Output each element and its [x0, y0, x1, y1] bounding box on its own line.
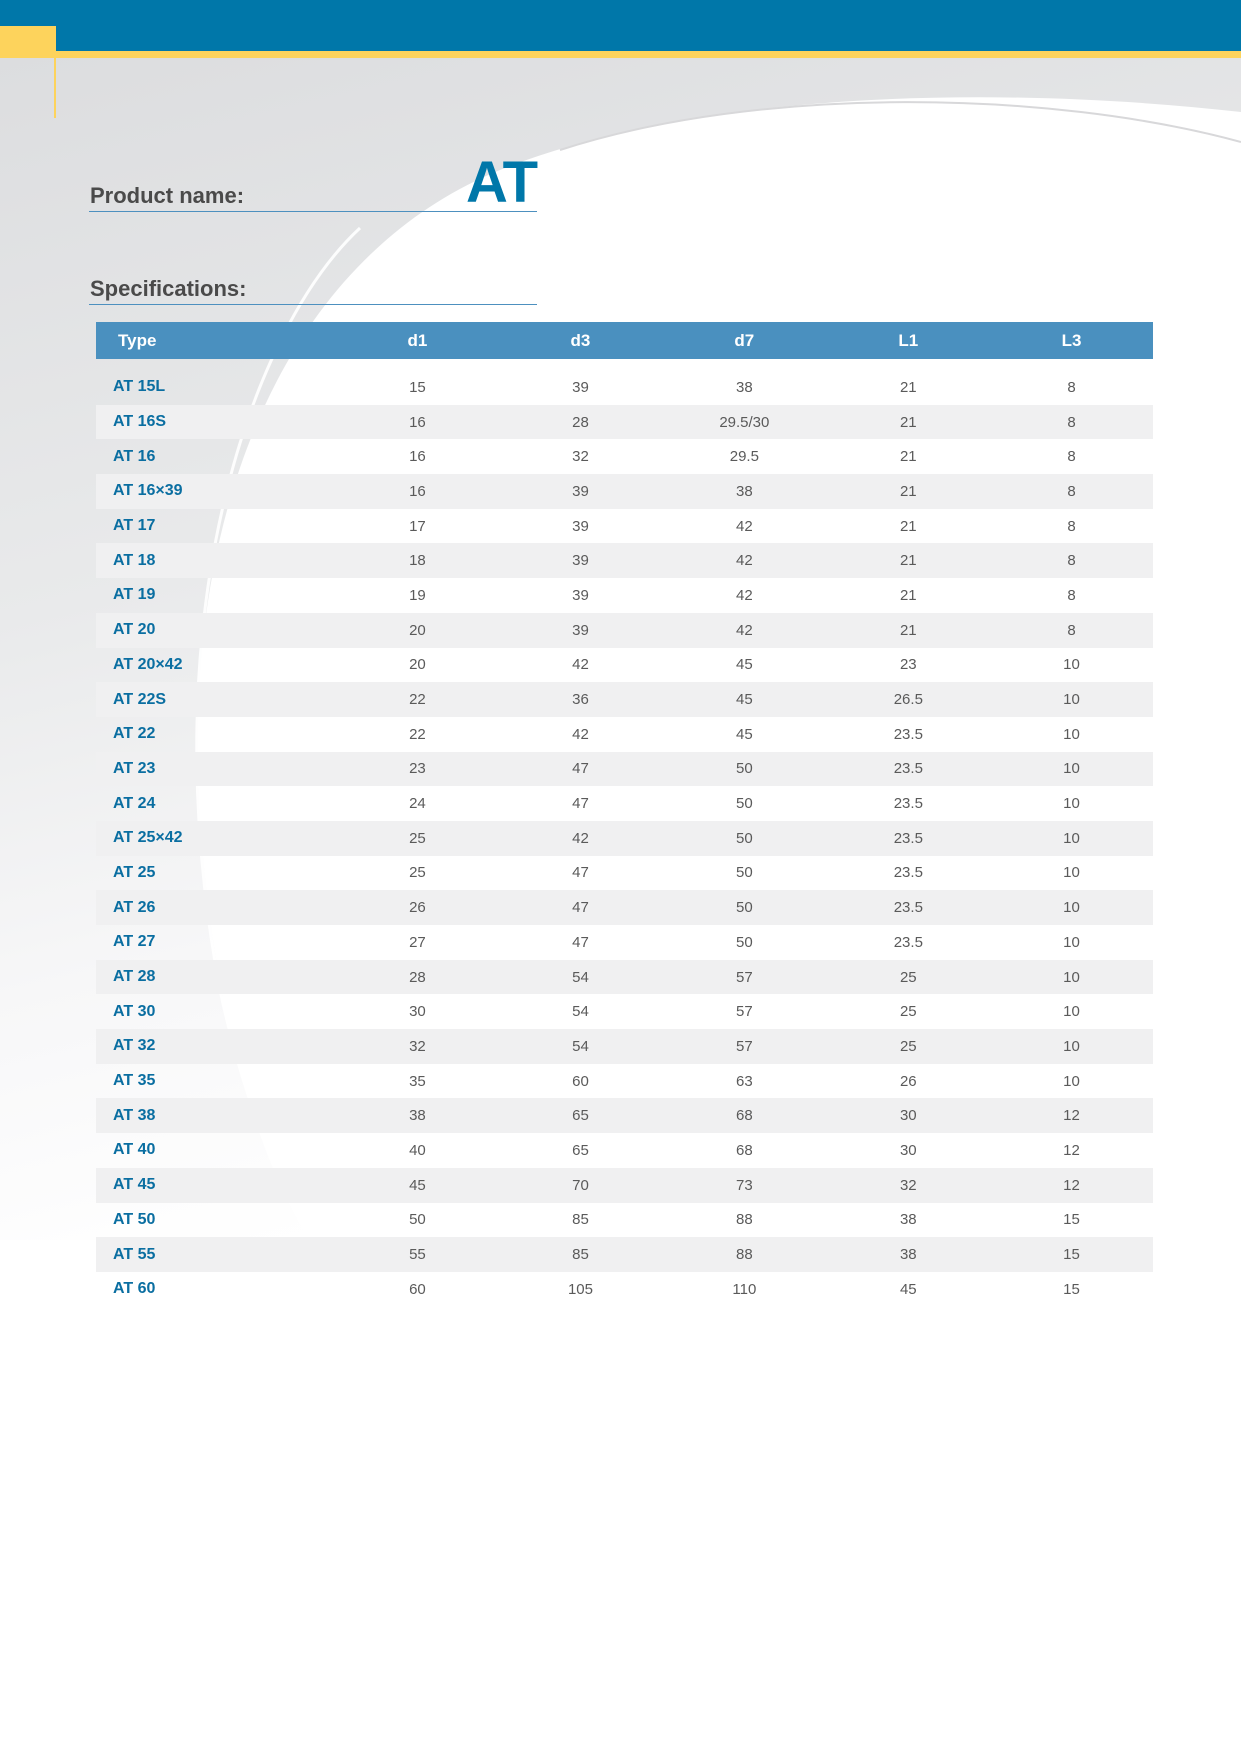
cell-d7: 42 — [736, 517, 753, 535]
cell-d1: 20 — [409, 656, 426, 674]
cell-l3: 10 — [1063, 1003, 1080, 1021]
table-row — [96, 474, 1153, 509]
cell-l3: 10 — [990, 1029, 1153, 1064]
specifications-table — [96, 322, 1153, 1307]
cell-type: AT 32 — [96, 1029, 336, 1064]
cell-d1: 24 — [409, 795, 426, 813]
cell-l3: 8 — [990, 474, 1153, 509]
cell-d3: 42 — [572, 725, 589, 743]
cell-l3: 8 — [990, 405, 1153, 440]
cell-d1: 26 — [336, 890, 499, 925]
table-row — [96, 960, 1153, 995]
cell-d3: 36 — [499, 682, 662, 717]
specifications-label: Specifications: — [90, 276, 247, 301]
column-header-l1: L1 — [827, 322, 990, 359]
table-row — [96, 648, 1153, 683]
cell-l1: 25 — [827, 1029, 990, 1064]
cell-l3: 8 — [1067, 448, 1076, 466]
corner-accent-line — [54, 58, 56, 118]
table-row — [96, 1203, 1153, 1238]
column-header-type: Type — [96, 322, 336, 359]
cell-d3: 39 — [572, 378, 589, 396]
cell-type: AT 35 — [113, 1072, 156, 1090]
cell-l1: 21 — [827, 474, 990, 509]
cell-l3: 8 — [1067, 517, 1076, 535]
table-row — [96, 613, 1153, 648]
table-row — [96, 1064, 1153, 1099]
cell-d1: 50 — [409, 1211, 426, 1229]
cell-d7: 45 — [736, 656, 753, 674]
cell-type: AT 20 — [96, 613, 336, 648]
cell-d7: 57 — [736, 1003, 753, 1021]
cell-d1: 45 — [336, 1168, 499, 1203]
table-row — [96, 1133, 1153, 1168]
column-header-d1: d1 — [336, 322, 499, 359]
cell-l1: 21 — [899, 586, 917, 604]
cell-l3: 15 — [1063, 1280, 1080, 1298]
cell-l1: 21 — [899, 517, 917, 535]
cell-d3: 70 — [499, 1168, 662, 1203]
cell-type: AT 26 — [96, 890, 336, 925]
cell-l3: 10 — [990, 821, 1153, 856]
product-name-value: AT — [465, 150, 537, 215]
cell-l3: 10 — [1063, 933, 1080, 951]
corner-accent-block — [0, 26, 56, 58]
cell-d1: 38 — [336, 1098, 499, 1133]
cell-l1: 23.5 — [827, 890, 990, 925]
header-bar — [0, 0, 1241, 51]
cell-l3: 15 — [1063, 1211, 1080, 1229]
cell-d1: 40 — [409, 1141, 426, 1159]
table-row — [96, 1272, 1153, 1307]
cell-type: AT 30 — [113, 1002, 156, 1020]
cell-d7: 45 — [736, 725, 753, 743]
cell-type: AT 27 — [113, 933, 156, 951]
cell-l1: 23 — [899, 656, 917, 674]
cell-l3: 10 — [1063, 1072, 1080, 1090]
cell-d3: 39 — [572, 586, 589, 604]
column-header-d7: d7 — [662, 322, 827, 359]
cell-d7: 68 — [662, 1098, 827, 1133]
cell-d1: 16 — [336, 405, 499, 440]
cell-type: AT 60 — [113, 1280, 156, 1298]
cell-l1: 23.5 — [893, 795, 923, 813]
cell-d7: 68 — [736, 1141, 753, 1159]
table-body — [96, 359, 1153, 1307]
table-row — [96, 821, 1153, 856]
cell-d1: 27 — [409, 933, 426, 951]
cell-d3: 42 — [572, 656, 589, 674]
cell-d7: 38 — [662, 474, 827, 509]
cell-l3: 10 — [990, 752, 1153, 787]
cell-type: AT 25 — [113, 863, 156, 881]
cell-d3: 39 — [499, 613, 662, 648]
cell-d1: 28 — [336, 960, 499, 995]
cell-d1: 20 — [336, 613, 499, 648]
cell-l1: 21 — [899, 378, 917, 396]
cell-l3: 10 — [990, 960, 1153, 995]
cell-d1: 55 — [336, 1237, 499, 1272]
cell-d3: 32 — [572, 448, 589, 466]
cell-d1: 15 — [409, 378, 426, 396]
table-row — [96, 1237, 1153, 1272]
cell-d3: 39 — [499, 474, 662, 509]
cell-l3: 10 — [1063, 864, 1080, 882]
cell-type: AT 22S — [96, 682, 336, 717]
cell-l1: 32 — [827, 1168, 990, 1203]
cell-l3: 8 — [990, 543, 1153, 578]
cell-d7: 50 — [736, 864, 753, 882]
cell-d7: 50 — [662, 890, 827, 925]
cell-d7: 42 — [662, 613, 827, 648]
cell-d7: 42 — [736, 586, 753, 604]
table-row — [96, 1168, 1153, 1203]
column-header-d3: d3 — [499, 322, 662, 359]
cell-l3: 12 — [990, 1098, 1153, 1133]
cell-d7: 29.5/30 — [662, 405, 827, 440]
cell-d7: 29.5 — [729, 448, 759, 466]
cell-type: AT 40 — [113, 1141, 156, 1159]
cell-d1: 25 — [336, 821, 499, 856]
cell-d7: 57 — [662, 960, 827, 995]
table-row — [96, 509, 1153, 544]
cell-d3: 47 — [572, 795, 589, 813]
cell-l1: 21 — [827, 613, 990, 648]
cell-l1: 21 — [899, 448, 917, 466]
header-accent-stripe — [56, 51, 1241, 58]
cell-d7: 50 — [662, 752, 827, 787]
cell-d7: 57 — [662, 1029, 827, 1064]
table-row — [96, 405, 1153, 440]
cell-l1: 21 — [827, 405, 990, 440]
cell-d7: 110 — [732, 1280, 757, 1298]
cell-d7: 88 — [662, 1237, 827, 1272]
cell-l1: 45 — [899, 1280, 917, 1298]
column-header-l3: L3 — [990, 322, 1153, 359]
cell-l1: 23.5 — [827, 752, 990, 787]
cell-d1: 16 — [336, 474, 499, 509]
table-spacer-row — [96, 359, 1153, 370]
cell-l3: 10 — [1063, 656, 1080, 674]
cell-type: AT 15L — [113, 378, 166, 396]
table-row — [96, 543, 1153, 578]
cell-l3: 12 — [1063, 1141, 1080, 1159]
cell-d1: 23 — [336, 752, 499, 787]
table-row — [96, 439, 1153, 474]
cell-d3: 39 — [572, 517, 589, 535]
cell-type: AT 16S — [96, 405, 336, 440]
cell-d3: 47 — [572, 864, 589, 882]
table-row — [96, 890, 1153, 925]
cell-d7: 50 — [736, 795, 753, 813]
cell-d3: 105 — [567, 1280, 593, 1298]
cell-l1: 23.5 — [893, 725, 923, 743]
cell-d3: 39 — [499, 543, 662, 578]
cell-d7: 63 — [736, 1072, 753, 1090]
cell-type: AT 16×39 — [96, 474, 336, 509]
cell-l3: 8 — [990, 613, 1153, 648]
table-header-row — [96, 322, 1153, 359]
cell-d1: 60 — [409, 1280, 426, 1298]
cell-d1: 22 — [409, 725, 426, 743]
cell-d7: 42 — [662, 543, 827, 578]
cell-d3: 47 — [499, 890, 662, 925]
cell-l1: 30 — [899, 1141, 917, 1159]
cell-l1: 26 — [899, 1072, 917, 1090]
table-row — [96, 370, 1153, 405]
cell-d1: 16 — [409, 448, 426, 466]
cell-d3: 47 — [572, 933, 589, 951]
cell-d7: 50 — [662, 821, 827, 856]
cell-type: AT 45 — [96, 1168, 336, 1203]
cell-d7: 45 — [662, 682, 827, 717]
cell-l1: 38 — [827, 1237, 990, 1272]
table-row — [96, 717, 1153, 752]
cell-l1: 38 — [899, 1211, 917, 1229]
cell-d1: 19 — [409, 586, 426, 604]
table-row — [96, 682, 1153, 717]
cell-l1: 30 — [827, 1098, 990, 1133]
cell-l3: 10 — [990, 682, 1153, 717]
table-row — [96, 925, 1153, 960]
cell-l3: 10 — [1063, 795, 1080, 813]
cell-d3: 47 — [499, 752, 662, 787]
cell-type: AT 23 — [96, 752, 336, 787]
product-name-label: Product name: — [90, 183, 245, 208]
cell-l1: 23.5 — [893, 933, 923, 951]
product-name-row — [89, 150, 537, 215]
cell-type: AT 28 — [96, 960, 336, 995]
table-row — [96, 1029, 1153, 1064]
cell-d1: 25 — [409, 864, 426, 882]
cell-d3: 85 — [572, 1211, 589, 1229]
cell-type: AT 18 — [96, 543, 336, 578]
cell-d3: 54 — [499, 960, 662, 995]
cell-d7: 50 — [736, 933, 753, 951]
cell-type: AT 55 — [96, 1237, 336, 1272]
cell-d1: 32 — [336, 1029, 499, 1064]
cell-d3: 85 — [499, 1237, 662, 1272]
cell-type: AT 19 — [113, 586, 156, 604]
cell-d3: 54 — [499, 1029, 662, 1064]
cell-d3: 60 — [572, 1072, 589, 1090]
cell-d7: 38 — [736, 378, 753, 396]
cell-type: AT 22 — [113, 725, 156, 743]
cell-type: AT 25×42 — [96, 821, 336, 856]
table-row — [96, 856, 1153, 891]
cell-l1: 23.5 — [893, 864, 923, 882]
cell-d1: 17 — [409, 517, 426, 535]
cell-l3: 12 — [990, 1168, 1153, 1203]
cell-d1: 35 — [409, 1072, 426, 1090]
cell-d3: 54 — [572, 1003, 589, 1021]
cell-type: AT 17 — [113, 517, 156, 535]
cell-d1: 18 — [336, 543, 499, 578]
cell-l3: 8 — [1067, 586, 1076, 604]
cell-d1: 30 — [409, 1003, 426, 1021]
cell-d1: 22 — [336, 682, 499, 717]
cell-d7: 88 — [736, 1211, 753, 1229]
cell-l3: 15 — [990, 1237, 1153, 1272]
cell-l1: 26.5 — [827, 682, 990, 717]
cell-l1: 25 — [827, 960, 990, 995]
cell-type: AT 20×42 — [113, 655, 183, 673]
cell-d7: 73 — [662, 1168, 827, 1203]
cell-d3: 65 — [499, 1098, 662, 1133]
cell-type: AT 50 — [113, 1210, 156, 1228]
table-row — [96, 1098, 1153, 1133]
cell-type: AT 24 — [113, 794, 156, 812]
cell-l3: 10 — [990, 890, 1153, 925]
specifications-heading-row — [89, 272, 537, 305]
cell-d3: 65 — [572, 1141, 589, 1159]
table-row — [96, 578, 1153, 613]
cell-l3: 8 — [1067, 378, 1076, 396]
cell-d3: 28 — [499, 405, 662, 440]
cell-type: AT 16 — [113, 447, 156, 465]
cell-l1: 21 — [827, 543, 990, 578]
cell-type: AT 38 — [96, 1098, 336, 1133]
cell-l1: 25 — [899, 1003, 917, 1021]
cell-d3: 42 — [499, 821, 662, 856]
table-row — [96, 786, 1153, 821]
table-row — [96, 752, 1153, 787]
table-row — [96, 994, 1153, 1029]
cell-l3: 10 — [1063, 725, 1080, 743]
cell-l1: 23.5 — [827, 821, 990, 856]
